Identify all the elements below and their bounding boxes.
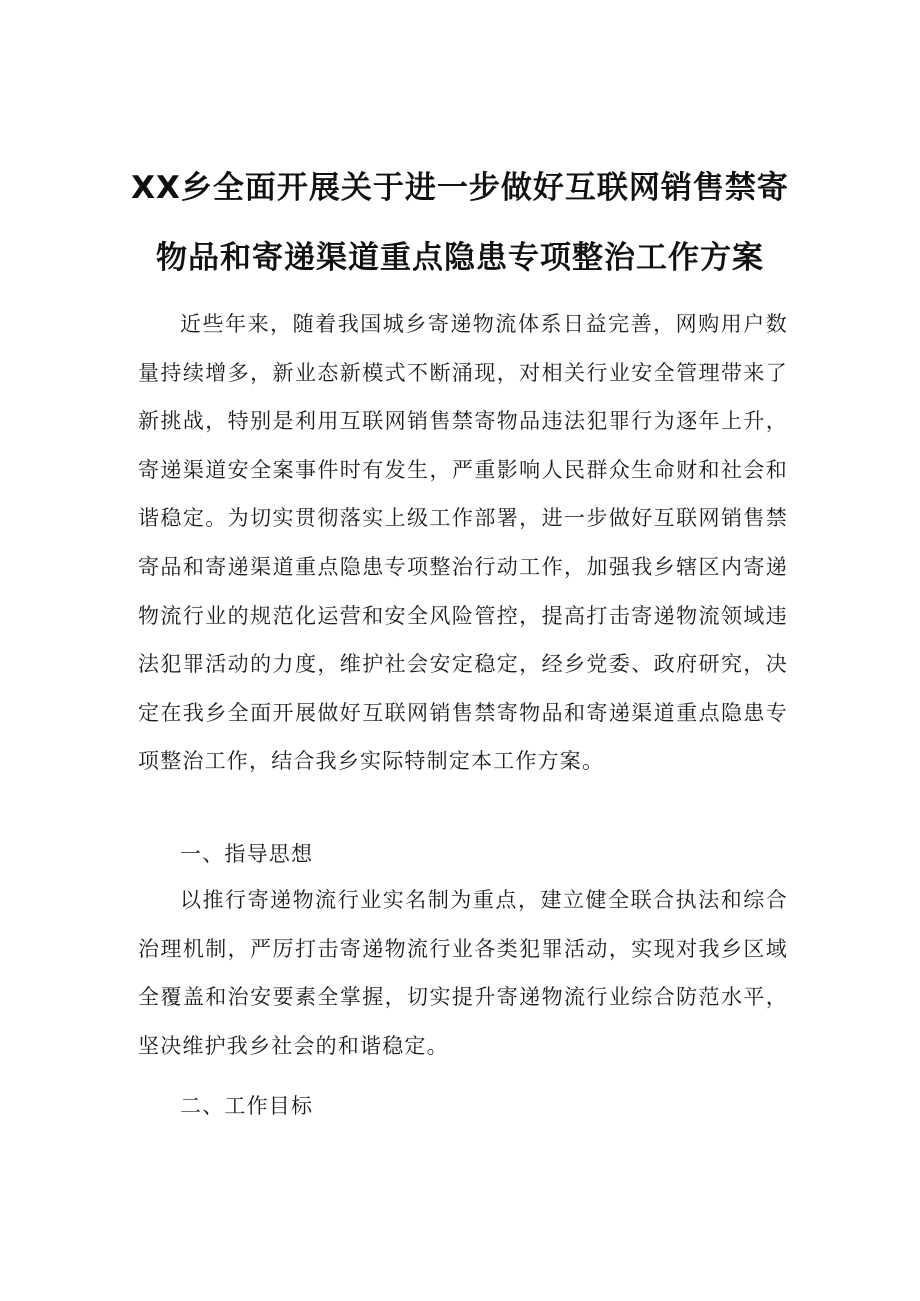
section-1-paragraph: 以推行寄递物流行业实名制为重点，建立健全联合执法和综合治理机制，严厉打击寄递物流行业各类犯罪活动，实现对我乡区域全覆盖和治安要素全掌握，切实提升寄递物流行业综合防范水平，坚决维护我乡社会的和谐稳定。 bbox=[138, 888, 788, 1058]
section-1-body bbox=[138, 876, 788, 1070]
document-title-line-1: XX乡全面开展关于进一步做好互联网销售禁寄 bbox=[131, 169, 789, 206]
intro-paragraph: 近些年来，随着我国城乡寄递物流体系日益完善，网购用户数量持续增多，新业态新模式不断涌现，对相关行业安全管理带来了新挑战，特别是利用互联网销售禁寄物品违法犯罪行为逐年上升，寄递渠道安全案事件时有发生，严重影响人民群众生命财和社会和谐稳定。为切实贯彻落实上级工作部署，进一步做好互联网销售禁寄品和寄递渠道重点隐患专项整治行动工作，加强我乡辖区内寄递物流行业的规范化运营和安全风险管控，提高打击寄递物流领域违法犯罪活动的力度，维护社会安定稳定，经乡党委、政府研究，决定在我乡全面开展做好互联网销售禁寄物品和寄递渠道重点隐患专项整治工作，结合我乡实际特制定本工作方案。 bbox=[138, 312, 788, 774]
section-1-heading-block bbox=[138, 830, 788, 879]
section-2-heading-block bbox=[138, 1082, 788, 1131]
intro-section bbox=[138, 300, 788, 786]
section-2-heading: 二、工作目标 bbox=[180, 1094, 314, 1118]
section-1-heading: 一、指导思想 bbox=[180, 842, 314, 866]
document-title bbox=[110, 153, 810, 293]
document-title-line-2: 物品和寄递渠道重点隐患专项整治工作方案 bbox=[156, 239, 764, 276]
